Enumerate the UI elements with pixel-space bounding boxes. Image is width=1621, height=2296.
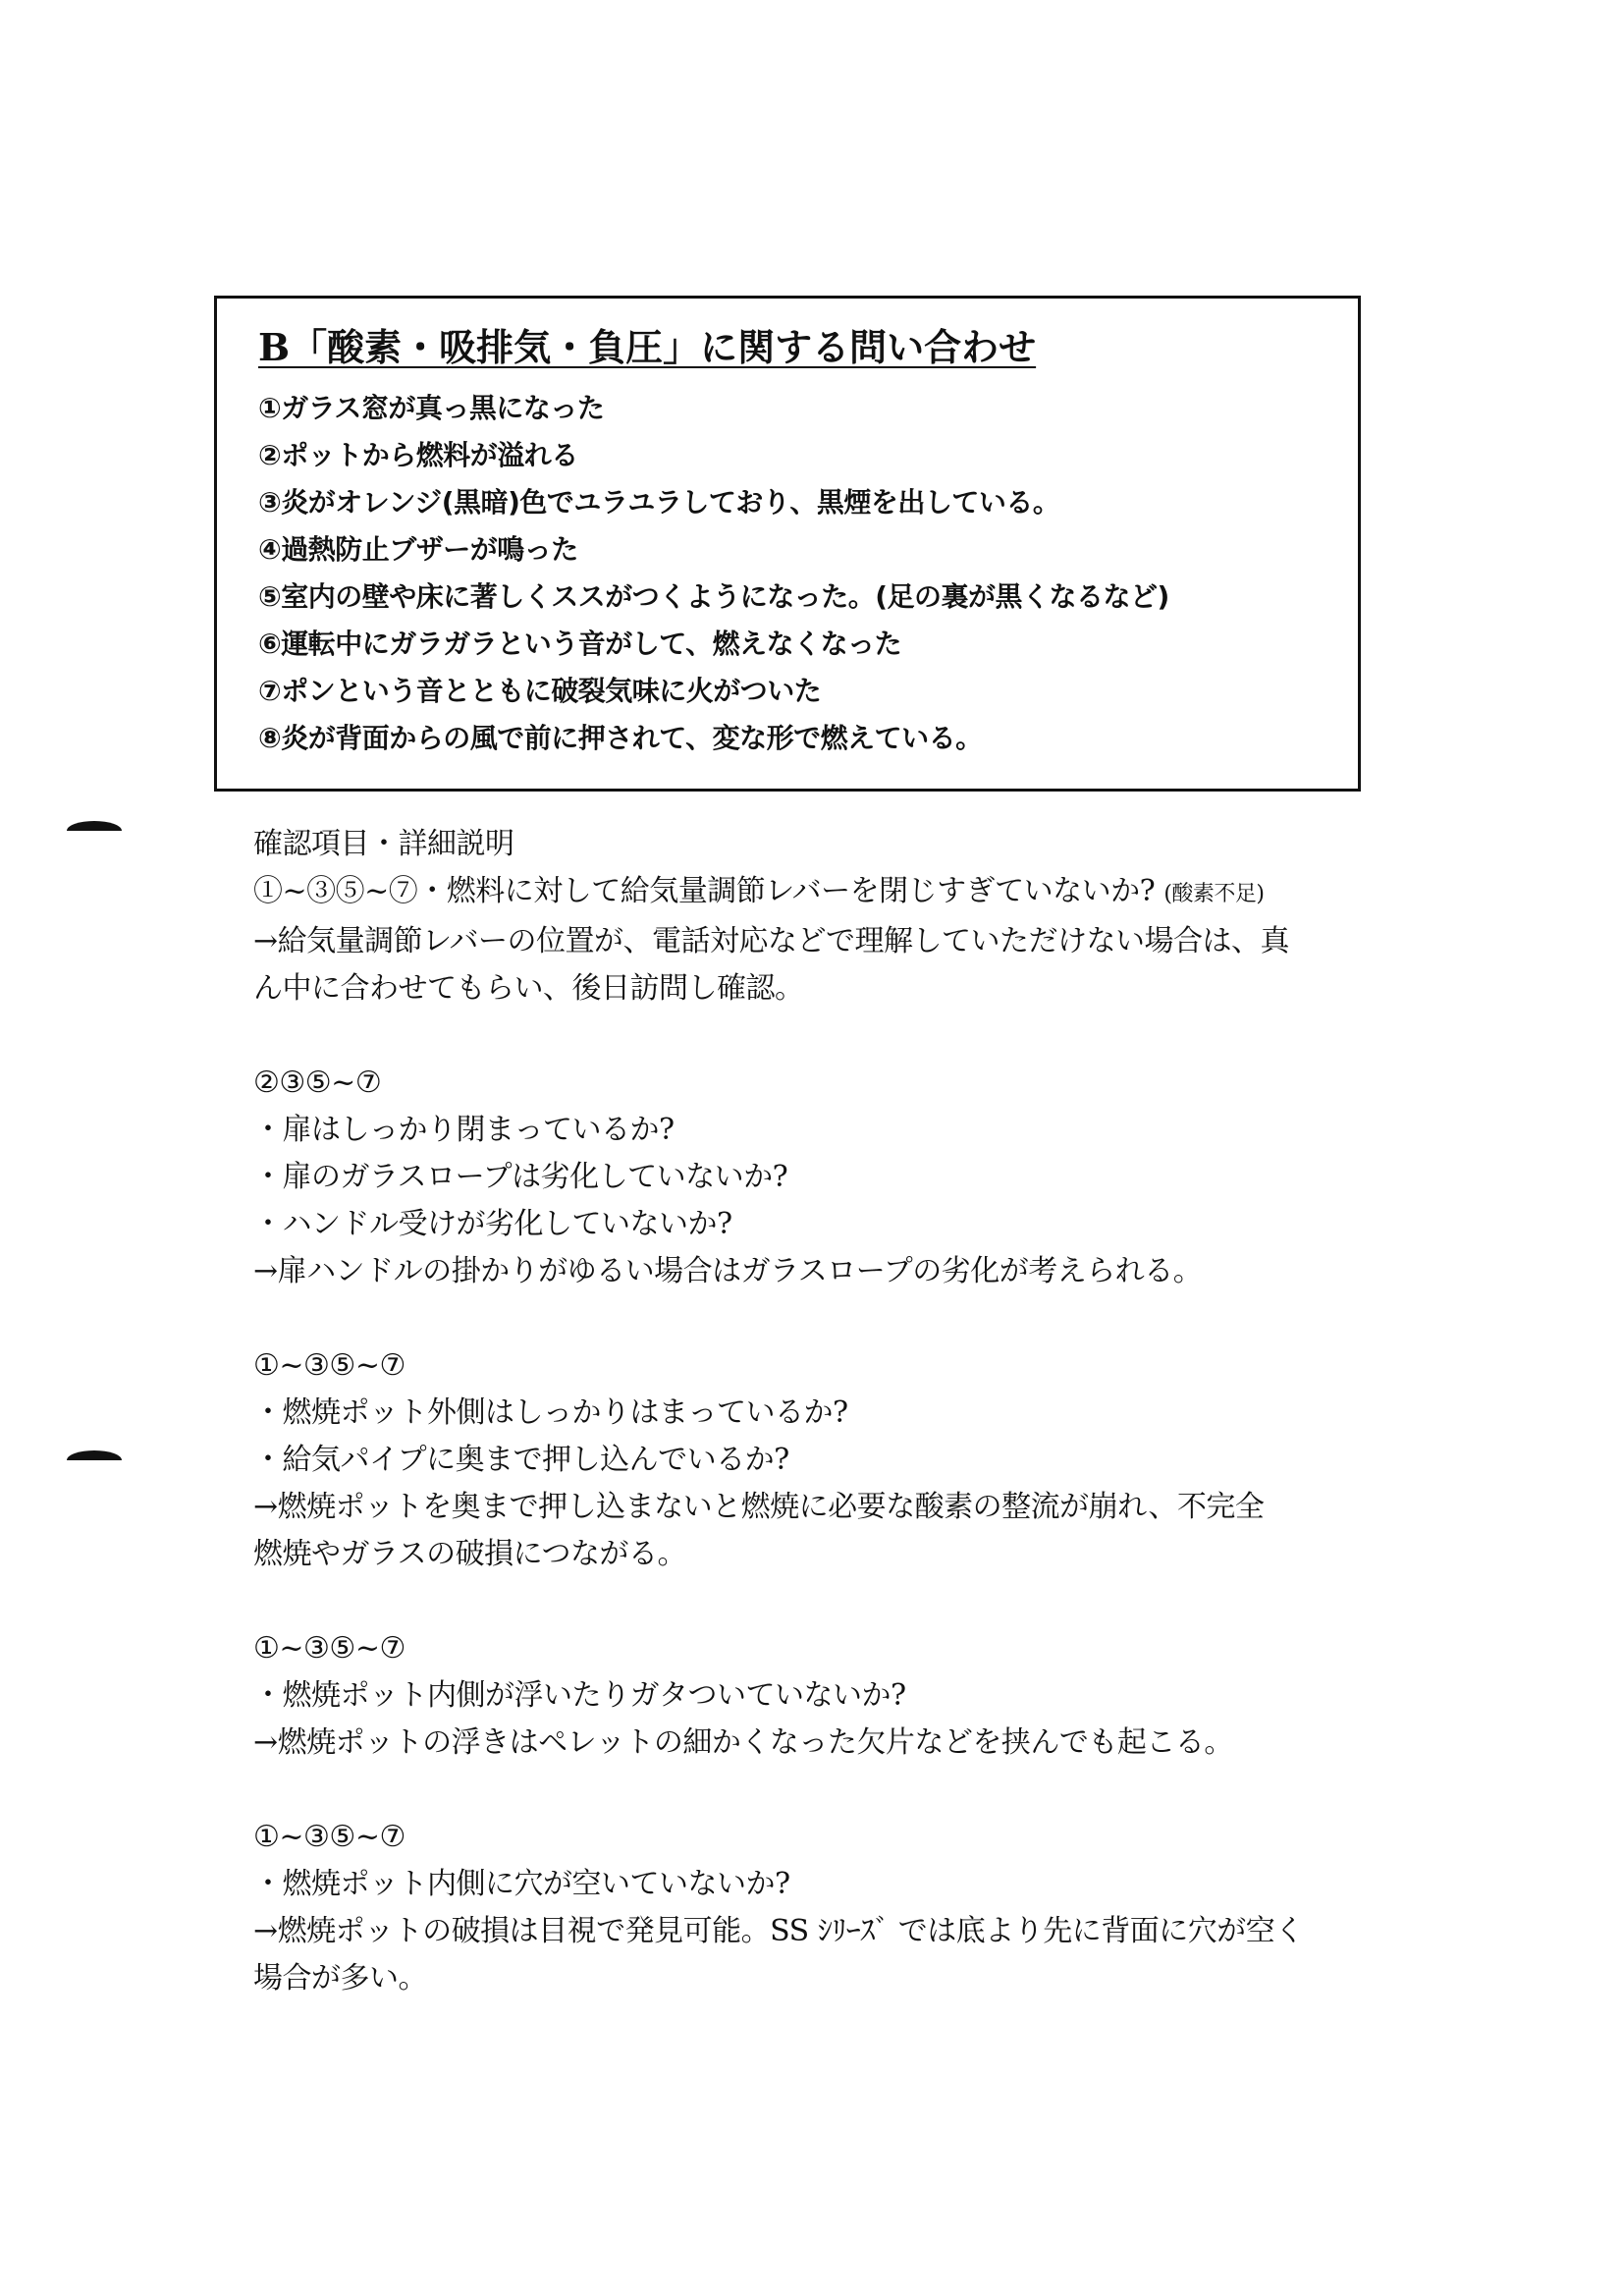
symptom-item: ⑥運転中にガラガラという音がして、燃えなくなった (258, 628, 902, 660)
explanation-line: →燃焼ポットを奥まで押し込まないと燃焼に必要な酸素の整流が崩れ、不完全 (253, 1490, 1265, 1524)
spacer (253, 1012, 1382, 1060)
spacer (253, 1295, 1382, 1342)
check-bullet: ・給気パイプに奥まで押し込んでいるか? (253, 1443, 789, 1477)
reference-line: ②③⑤~⑦ (253, 1066, 382, 1100)
symptom-item: ⑤室内の壁や床に著しくススがつくようになった。(足の裏が黒くなるなど) (258, 580, 1169, 613)
check-line (253, 868, 1382, 918)
explanation-line: →扉ハンドルの掛かりがゆるい場合はガラスロープの劣化が考えられる。 (253, 1254, 1203, 1288)
check-bullet: ・燃焼ポット内側が浮いたりガタついていないか? (253, 1678, 906, 1713)
reference-line: ①~③⑤~⑦ (253, 1631, 405, 1666)
check-bullet: ・ハンドル受けが劣化していないか? (253, 1207, 732, 1241)
explanation-line: 場合が多い。 (253, 1961, 427, 1995)
spacer (253, 1767, 1382, 1814)
reference-line: ①~③⑤~⑦ (253, 1820, 405, 1854)
symptom-list (258, 385, 1323, 762)
binder-hole-mark (67, 821, 122, 841)
explanation-line: ん中に合わせてもらい、後日訪問し確認。 (253, 971, 804, 1006)
explanation-line: →燃焼ポットの浮きはペレットの細かくなった欠片などを挟んでも起こる。 (253, 1725, 1233, 1760)
details-heading: 確認項目・詳細説明 (253, 827, 514, 861)
symptom-item: ⑧炎が背面からの風で前に押されて、変な形で燃えている。 (258, 722, 983, 754)
inquiry-box (214, 296, 1361, 792)
symptom-item: ③炎がオレンジ(黒暗)色でユラユラしており、黒煙を出している。 (258, 486, 1060, 519)
explanation-line: 燃焼やガラスの破損につながる。 (253, 1537, 686, 1571)
explanation-line: →燃焼ポットの破損は目視で発見可能。SS ｼﾘｰｽﾞ では底より先に背面に穴が空く (253, 1914, 1304, 1948)
binder-hole-mark (67, 1450, 122, 1470)
reference-line: ①~③⑤~⑦ (253, 1348, 405, 1383)
box-title: B「酸素・吸排気・負圧」に関する問い合わせ (258, 325, 1037, 369)
spacer (253, 1578, 1382, 1625)
check-bullet: ・扉はしっかり閉まっているか? (253, 1113, 675, 1147)
check-bullet: ・燃焼ポット外側はしっかりはまっているか? (253, 1395, 848, 1430)
symptom-item: ⑦ポンという音とともに破裂気味に火がついた (258, 675, 822, 707)
check-bullet: ・燃焼ポット内側に穴が空いていないか? (253, 1867, 790, 1901)
details-section (253, 821, 1382, 2002)
explanation-line: →給気量調節レバーの位置が、電話対応などで理解していただけない場合は、真 (253, 924, 1290, 958)
check-bullet: ・扉のガラスロープは劣化していないか? (253, 1160, 788, 1194)
check-text: ①~③⑤~⑦・燃料に対して給気量調節レバーを閉じすぎていないか? (253, 874, 1156, 908)
symptom-item: ①ガラス窓が真っ黒になった (258, 392, 605, 424)
symptom-item: ②ポットから燃料が溢れる (258, 439, 578, 471)
check-note: (酸素不足) (1163, 882, 1265, 906)
symptom-item: ④過熱防止ブザーが鳴った (258, 533, 578, 566)
